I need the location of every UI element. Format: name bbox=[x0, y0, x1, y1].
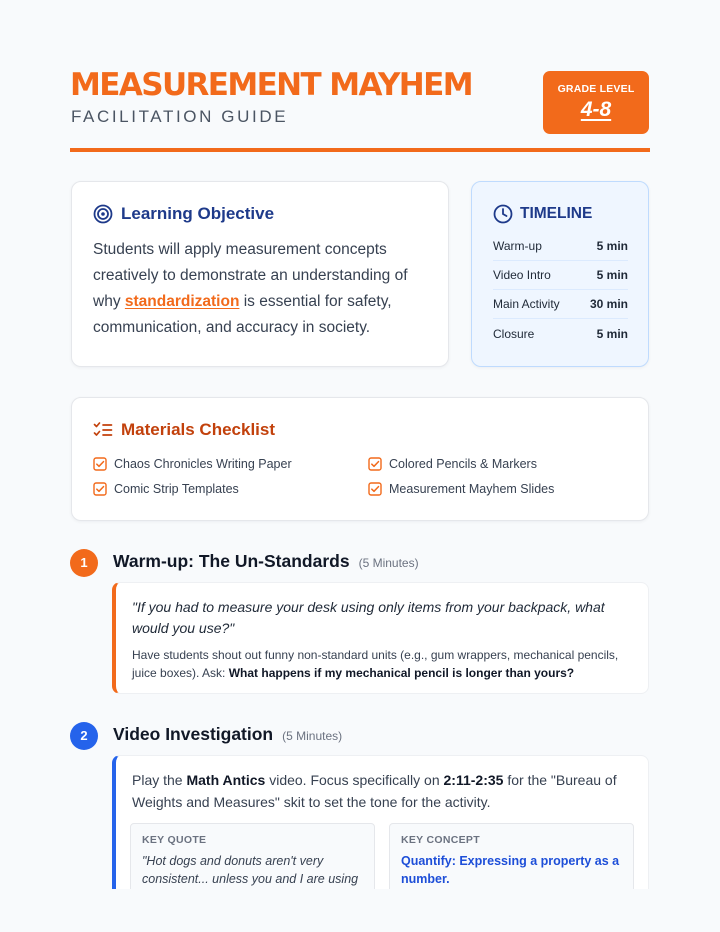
checkbox-checked-icon bbox=[93, 482, 107, 496]
checkbox-checked-icon bbox=[368, 482, 382, 496]
step-2-title-text: Video Investigation bbox=[113, 724, 274, 744]
timeline-label: Closure bbox=[493, 326, 535, 341]
material-label: Chaos Chronicles Writing Paper bbox=[114, 457, 292, 471]
material-label: Colored Pencils & Markers bbox=[389, 457, 537, 471]
grade-level-label: GRADE LEVEL bbox=[557, 83, 635, 95]
step-2-timestamp: 2:11-2:35 bbox=[443, 772, 504, 788]
step-1-number: 1 bbox=[70, 549, 98, 577]
objective-text-after: is essential for safety, communication, and accuracy in society. bbox=[93, 293, 392, 336]
timeline-row bbox=[493, 319, 628, 348]
timeline-time: 5 min bbox=[596, 268, 628, 282]
material-label: Comic Strip Templates bbox=[114, 482, 239, 496]
timeline-list bbox=[493, 232, 628, 348]
checkbox-checked-icon bbox=[93, 457, 107, 471]
materials-header bbox=[93, 420, 275, 440]
step-2-paragraph bbox=[132, 769, 632, 813]
objective-text-before: Students will apply measurement concepts creatively to demonstrate an understanding of why bbox=[93, 241, 408, 310]
step-2-number: 2 bbox=[70, 722, 98, 750]
checkbox-checked-icon bbox=[368, 457, 382, 471]
page-title: MEASUREMENT MAYHEM bbox=[70, 67, 472, 103]
grade-level-value: 4-8 bbox=[580, 98, 612, 121]
timeline-time: 30 min bbox=[589, 297, 628, 311]
header-divider bbox=[70, 148, 650, 152]
timeline-title: TIMELINE bbox=[520, 205, 593, 222]
step-2-title bbox=[113, 724, 342, 745]
key-concept-text: Quantify: Expressing a property as a number. bbox=[401, 854, 620, 886]
material-item bbox=[368, 457, 537, 471]
step-1-desc-bold: What happens if my mechanical pencil is longer than yours? bbox=[228, 666, 575, 680]
timeline-label: Main Activity bbox=[493, 297, 560, 311]
step-1-content bbox=[112, 582, 649, 694]
timeline-label: Video Intro bbox=[493, 268, 551, 282]
step-2-content bbox=[112, 755, 649, 895]
learning-objective-title: Learning Objective bbox=[121, 204, 275, 223]
step-1-desc-text: Have students shout out funny non-standard units (e.g., gum wrappers, mechanical pencils, juice boxes). Ask: bbox=[132, 648, 619, 680]
learning-objective-text bbox=[93, 237, 433, 341]
step-2-text: video. Focus specifically on bbox=[265, 772, 444, 788]
materials-title: Materials Checklist bbox=[121, 420, 276, 439]
learning-objective-card bbox=[71, 181, 449, 367]
objective-highlight: standardization bbox=[124, 293, 240, 310]
checklist-icon bbox=[93, 421, 113, 439]
target-icon bbox=[93, 204, 113, 224]
material-item bbox=[368, 482, 554, 496]
timeline-row bbox=[493, 290, 628, 319]
material-item bbox=[93, 482, 239, 496]
key-quote-label: KEY QUOTE bbox=[142, 834, 207, 846]
learning-objective-header bbox=[93, 204, 274, 224]
page-bottom-fade bbox=[0, 889, 720, 932]
step-2-text: for the "Bureau of Weights and Measures" skit to set the tone for the activity. bbox=[132, 772, 617, 810]
timeline-row bbox=[493, 232, 628, 261]
step-1-duration: (5 Minutes) bbox=[358, 556, 419, 570]
clock-icon bbox=[493, 204, 513, 224]
step-1-title-text: Warm-up: The Un-Standards bbox=[113, 551, 350, 571]
material-label: Measurement Mayhem Slides bbox=[389, 482, 555, 496]
timeline-time: 5 min bbox=[596, 239, 628, 253]
step-1-quote: "If you had to measure your desk using only items from your backpack, what would you use?" bbox=[132, 599, 605, 636]
step-2-duration: (5 Minutes) bbox=[282, 729, 343, 743]
key-concept-label: KEY CONCEPT bbox=[401, 834, 480, 846]
step-1-description bbox=[132, 646, 642, 682]
step-2-video-name: Math Antics bbox=[186, 772, 266, 788]
grade-level-badge bbox=[543, 71, 649, 134]
timeline-label: Warm-up bbox=[493, 239, 542, 253]
materials-checklist-card bbox=[71, 397, 649, 521]
timeline-header bbox=[493, 204, 592, 224]
timeline-time: 5 min bbox=[596, 326, 628, 341]
material-item bbox=[93, 457, 292, 471]
timeline-card bbox=[471, 181, 649, 367]
step-2-text: Play the bbox=[132, 772, 187, 788]
step-1-title bbox=[113, 551, 419, 572]
key-quote-text: "Hot dogs and donuts aren't very consistent... unless you and I are using bbox=[142, 854, 359, 886]
page-subtitle: FACILITATION GUIDE bbox=[71, 107, 289, 126]
timeline-row bbox=[493, 261, 628, 290]
